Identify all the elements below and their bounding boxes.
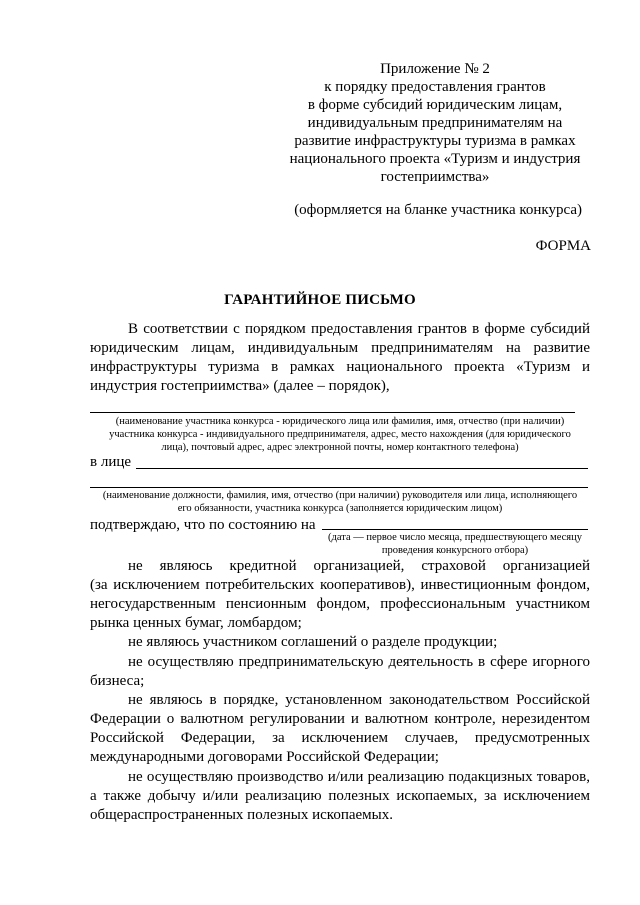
date-hint-line: (дата — первое число месяца, предшествующего месяцу <box>328 532 582 543</box>
appendix-line: национального проекта «Туризм и индустрия <box>289 151 581 167</box>
clause-non-resident <box>90 691 590 767</box>
clause-production-sharing <box>90 633 590 652</box>
participant-hint <box>90 415 590 454</box>
clause-line: рынка ценных бумаг, ломбардом; <box>90 615 302 631</box>
appendix-line: Приложение № 2 <box>380 61 490 77</box>
representative-hint-line: (наименование должности, фамилия, имя, отчество (при наличии) руководителя или лица, исполняющего <box>102 490 578 501</box>
participant-hint-line: лица), почтовый адрес, адрес электронной почты, номер контактного телефона) <box>161 442 519 453</box>
letterhead-note: (оформляется на бланке участника конкурса) <box>294 202 582 218</box>
clause-line: Федерации о валютном регулировании и валютном контроле, нерезидентом <box>90 711 590 727</box>
appendix-line: в форме субсидий юридическим лицам, <box>307 97 563 113</box>
clause-line: не являюсь кредитной организацией, страховой организацией <box>128 558 590 574</box>
participant-hint-line: (наименование участника конкурса - юридического лица или фамилия, имя, отчество (при наличии) <box>115 416 565 427</box>
clause-line: а также добычу и/или реализацию полезных ископаемых, за исключением <box>90 788 590 804</box>
clause-gambling <box>90 653 590 691</box>
confirm-label: подтверждаю, что по состоянию на <box>90 517 316 533</box>
clause-line: не являюсь в порядке, установленном законодательством Российской <box>128 692 590 708</box>
representative-field[interactable] <box>136 468 588 469</box>
form-label: ФОРМА <box>535 238 591 254</box>
intro-paragraph <box>90 320 590 396</box>
appendix-line: индивидуальным предпринимателям на <box>307 115 563 131</box>
representative-hint-line: его обязанности, участника конкурса (заполняется юридическим лицом) <box>177 503 503 514</box>
date-hint-line: проведения конкурсного отбора) <box>381 545 529 556</box>
clause-line: не являюсь участником соглашений о разделе продукции; <box>128 634 498 650</box>
clause-line: негосударственным пенсионным фондом, профессиональным участником <box>90 596 590 612</box>
date-hint <box>322 531 588 557</box>
participant-name-field[interactable] <box>90 412 575 413</box>
intro-line: юридическим лицам, индивидуальным предпринимателям на развитие <box>90 340 590 356</box>
clause-line: не осуществляю предпринимательскую деятельность в сфере игорного <box>128 654 590 670</box>
in-person-label: в лице <box>90 454 132 470</box>
appendix-line: гостеприимства» <box>380 169 490 185</box>
representative-field-line2[interactable] <box>90 487 588 488</box>
clause-line: (за исключением потребительских кооперативов), инвестиционным фондом, <box>90 577 590 593</box>
intro-line: индустрия гостеприимства» (далее – порядок), <box>90 378 390 394</box>
intro-line: инфраструктуры туризма в рамках национального проекта «Туризм и <box>90 359 590 375</box>
clause-line: бизнеса; <box>90 673 145 689</box>
intro-line: В соответствии с порядком предоставления грантов в форме субсидий <box>128 321 590 337</box>
date-field[interactable] <box>322 529 588 530</box>
document-title: ГАРАНТИЙНОЕ ПИСЬМО <box>224 292 416 308</box>
appendix-header <box>280 60 590 186</box>
appendix-line: к порядку предоставления грантов <box>324 79 546 95</box>
clause-line: международными договорами Российской Федерации; <box>90 749 439 765</box>
clause-credit-organization <box>90 557 590 633</box>
representative-hint <box>90 489 590 515</box>
participant-hint-line: участника конкурса - индивидуального предпринимателя, адрес, место нахождения (для юридического <box>109 429 571 440</box>
clause-line: общераспространенных полезных ископаемых. <box>90 807 393 823</box>
clause-line: не осуществляю производство и/или реализацию подакцизных товаров, <box>128 769 590 785</box>
clause-line: Российской Федерации, за исключением случаев, предусмотренных <box>90 730 590 746</box>
appendix-line: развитие инфраструктуры туризма в рамках <box>294 133 576 149</box>
clause-excise-goods <box>90 768 590 825</box>
